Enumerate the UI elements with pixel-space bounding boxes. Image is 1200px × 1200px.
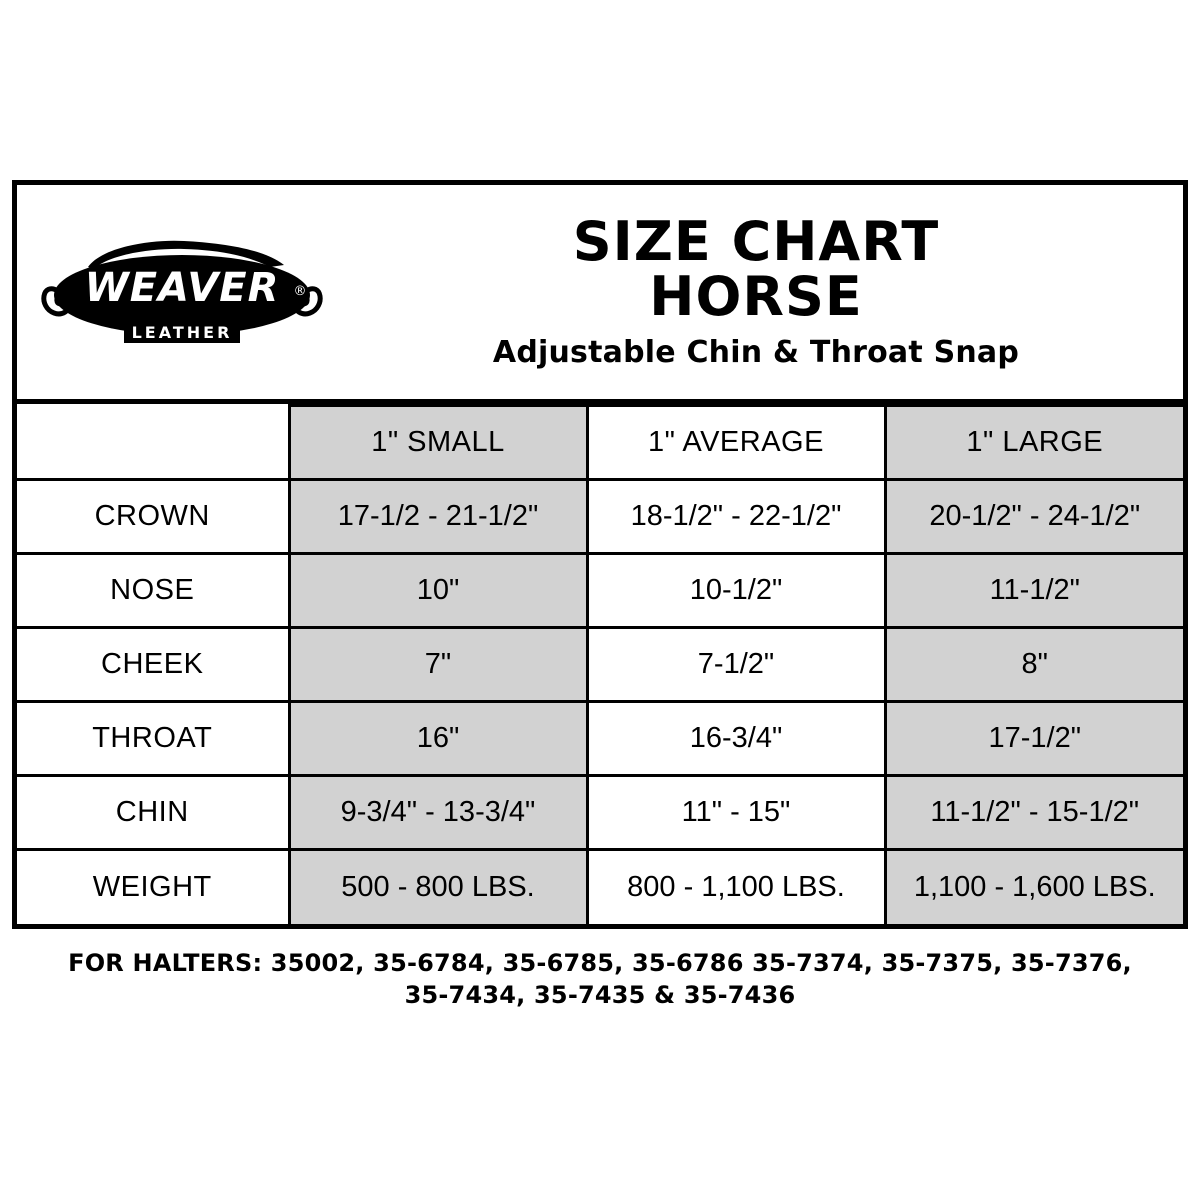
size-chart-frame	[12, 180, 1188, 929]
cell-nose-large: 11-1/2"	[885, 554, 1183, 628]
cell-crown-large: 20-1/2" - 24-1/2"	[885, 480, 1183, 554]
cell-throat-large: 17-1/2"	[885, 702, 1183, 776]
footer-line-2: 35-7434, 35-7435 & 35-7436	[404, 981, 796, 1010]
footer-line-1: FOR HALTERS: 35002, 35-6784, 35-6785, 35-6786 35-7374, 35-7375, 35-7376,	[68, 949, 1132, 977]
cell-nose-average: 10-1/2"	[587, 554, 885, 628]
svg-text:LEATHER: LEATHER	[131, 323, 233, 342]
table-row	[17, 702, 1183, 776]
page-title: SIZE CHART	[572, 209, 940, 273]
chart-title-block	[347, 209, 1183, 371]
cell-nose-small: 10"	[289, 554, 587, 628]
weaver-leather-logo-icon	[32, 233, 332, 351]
table-row	[17, 480, 1183, 554]
chart-header	[17, 185, 1183, 404]
table-corner-cell	[17, 406, 289, 480]
cell-weight-small: 500 - 800 LBS.	[289, 850, 587, 924]
cell-weight-large: 1,100 - 1,600 LBS.	[885, 850, 1183, 924]
page-subtitle-animal: HORSE	[649, 264, 863, 328]
svg-text:®: ®	[293, 284, 307, 299]
brand-logo	[17, 233, 347, 351]
row-label-crown: CROWN	[17, 480, 289, 554]
svg-text:WEAVER: WEAVER	[84, 265, 280, 311]
cell-crown-average: 18-1/2" - 22-1/2"	[587, 480, 885, 554]
cell-cheek-large: 8"	[885, 628, 1183, 702]
row-label-throat: THROAT	[17, 702, 289, 776]
size-table	[17, 404, 1183, 924]
table-row	[17, 776, 1183, 850]
row-label-cheek: CHEEK	[17, 628, 289, 702]
row-label-chin: CHIN	[17, 776, 289, 850]
cell-throat-small: 16"	[289, 702, 587, 776]
cell-chin-average: 11" - 15"	[587, 776, 885, 850]
cell-crown-small: 17-1/2 - 21-1/2"	[289, 480, 587, 554]
cell-cheek-small: 7"	[289, 628, 587, 702]
footer-note	[12, 947, 1188, 1012]
cell-chin-small: 9-3/4" - 13-3/4"	[289, 776, 587, 850]
table-row	[17, 628, 1183, 702]
cell-throat-average: 16-3/4"	[587, 702, 885, 776]
row-label-nose: NOSE	[17, 554, 289, 628]
page-subtitle-desc: Adjustable Chin & Throat Snap	[492, 335, 1020, 371]
column-header-average: 1" AVERAGE	[587, 406, 885, 480]
cell-chin-large: 11-1/2" - 15-1/2"	[885, 776, 1183, 850]
row-label-weight: WEIGHT	[17, 850, 289, 924]
table-header-row	[17, 406, 1183, 480]
cell-weight-average: 800 - 1,100 LBS.	[587, 850, 885, 924]
table-row	[17, 554, 1183, 628]
column-header-large: 1" LARGE	[885, 406, 1183, 480]
table-row	[17, 850, 1183, 924]
column-header-small: 1" SMALL	[289, 406, 587, 480]
cell-cheek-average: 7-1/2"	[587, 628, 885, 702]
